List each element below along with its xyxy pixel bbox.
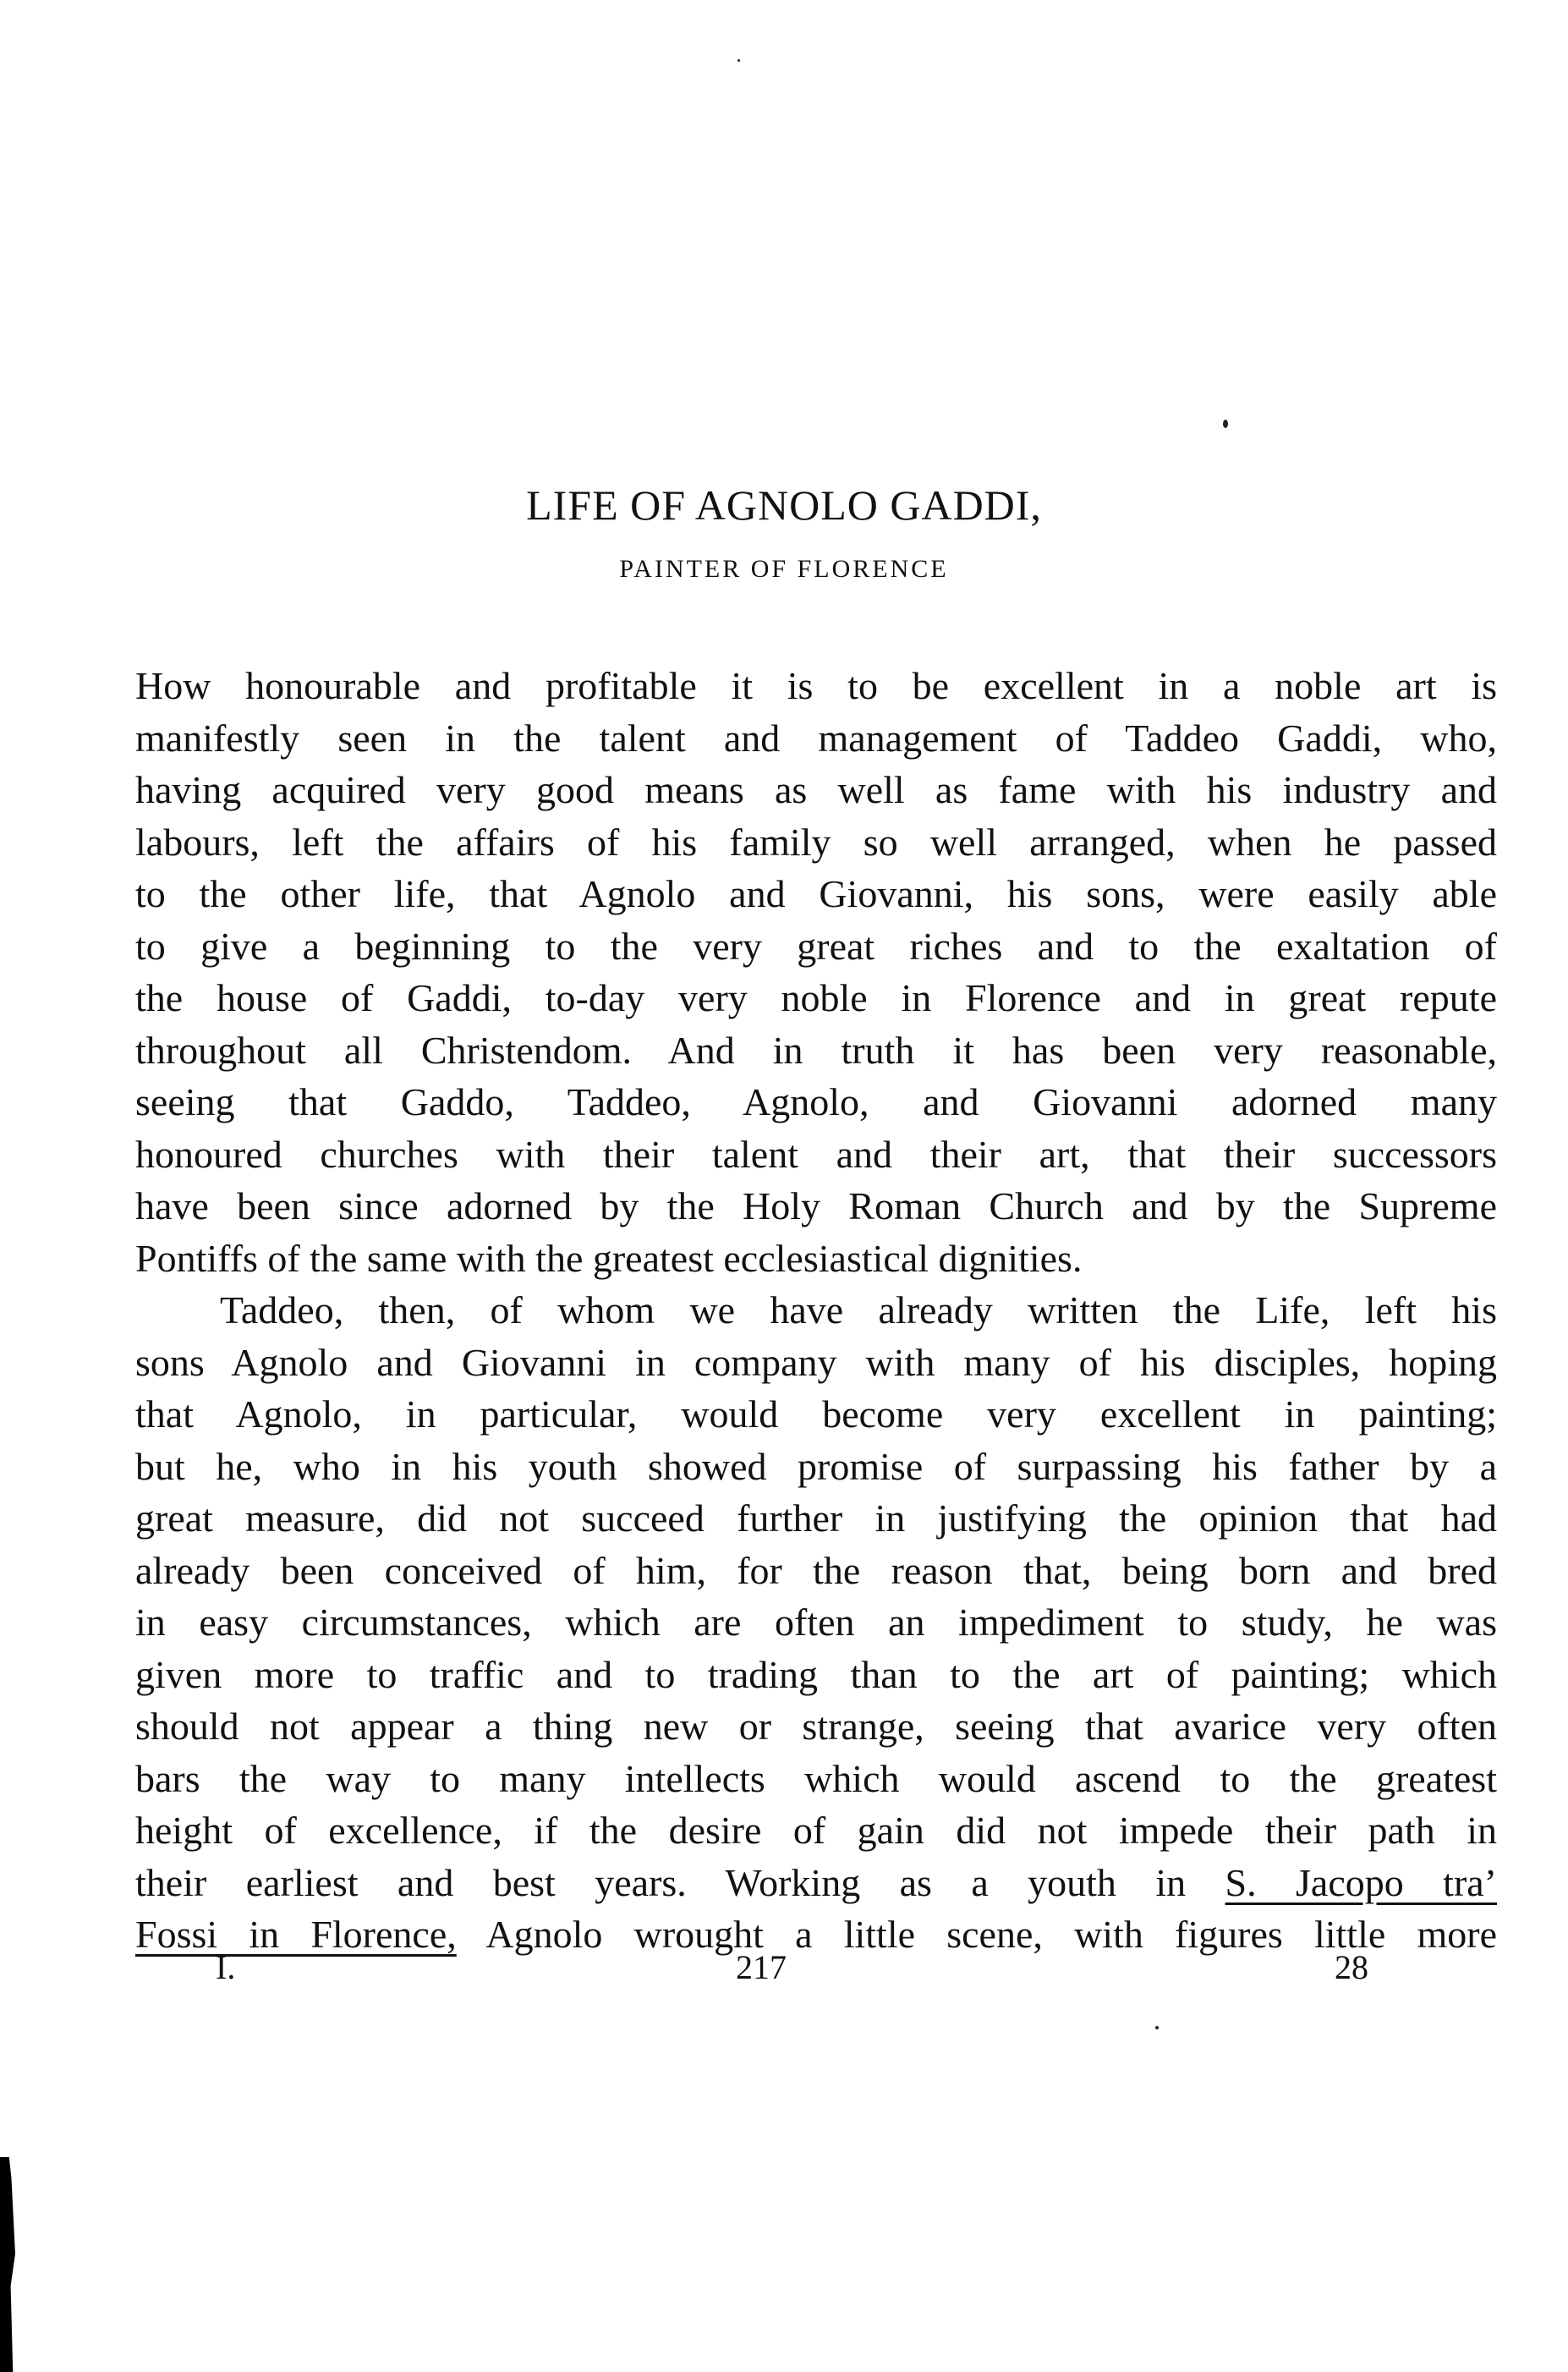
page-number: 217 <box>736 1948 787 1986</box>
text-line: manifestly seen in the talent and management of Taddeo Gaddi, who, <box>135 716 1497 760</box>
text-line: to the other life, that Agnolo and Giovanni, his sons, were easily able <box>135 872 1497 915</box>
text-line: the house of Gaddi, to-day very noble in Florence and in great repute <box>135 976 1497 1019</box>
text-line <box>135 1857 1497 1909</box>
chapter-title: LIFE OF AGNOLO GADDI, <box>526 481 1042 529</box>
scan-edge-shadow <box>0 2157 15 2372</box>
text-line: honoured churches with their talent and their art, that their successors <box>135 1132 1497 1176</box>
paragraph-1 <box>135 660 1497 1284</box>
text-line: already been conceived of him, for the reason that, being born and bred <box>135 1548 1497 1592</box>
text-line: seeing that Gaddo, Taddeo, Agnolo, and Giovanni adorned many <box>135 1080 1497 1123</box>
signature-mark-right: 28 <box>1335 1948 1368 1986</box>
text-line: in easy circumstances, which are often an impediment to study, he was <box>135 1601 1497 1644</box>
text-line: have been since adorned by the Holy Roman Church and by the Supreme <box>135 1184 1497 1227</box>
underlined-place-name: Fossi in Florence, <box>135 1913 457 1956</box>
body-text <box>135 660 1497 1961</box>
text-line <box>135 1908 1497 1961</box>
text-line: How honourable and profitable it is to be excellent in a noble art is <box>135 664 1497 707</box>
text-segment: their earliest and best years. Working as a youth in <box>135 1860 1225 1904</box>
text-line: to give a beginning to the very great riches and to the exaltation of <box>135 924 1497 968</box>
text-line: having acquired very good means as well as fame with his industry and <box>135 768 1497 811</box>
chapter-subtitle: PAINTER OF FLORENCE <box>619 555 949 583</box>
text-line: bars the way to many intellects which would ascend to the greatest <box>135 1756 1497 1800</box>
text-line: labours, left the affairs of his family so well arranged, when he passed <box>135 820 1497 864</box>
scan-speck <box>737 59 740 62</box>
text-line: Taddeo, then, of whom we have already written the Life, left his <box>220 1288 1497 1332</box>
text-line: great measure, did not succeed further in justifying the opinion that had <box>135 1496 1497 1540</box>
text-line: given more to traffic and to trading than to the art of painting; which <box>135 1652 1497 1696</box>
signature-mark-left: I. <box>216 1948 236 1986</box>
scan-speck <box>1155 2026 1159 2029</box>
text-line: that Agnolo, in particular, would become very excellent in painting; <box>135 1392 1497 1436</box>
text-line: throughout all Christendom. And in truth it has been very reasonable, <box>135 1028 1497 1072</box>
paragraph-2 <box>135 1284 1497 1961</box>
text-line: should not appear a thing new or strange, seeing that avarice very often <box>135 1705 1497 1748</box>
text-segment: Agnolo wrought a little scene, with figures little more <box>456 1913 1497 1956</box>
text-line: height of excellence, if the desire of gain did not impede their path in <box>135 1809 1497 1852</box>
underlined-place-name: S. Jacopo tra’ <box>1225 1860 1497 1904</box>
text-line: Pontiffs of the same with the greatest ecclesiastical dignities. <box>135 1236 1083 1280</box>
text-line: but he, who in his youth showed promise of surpassing his father by a <box>135 1444 1497 1488</box>
scan-speck <box>1223 420 1228 428</box>
text-line: sons Agnolo and Giovanni in company with many of his disciples, hoping <box>135 1340 1497 1384</box>
